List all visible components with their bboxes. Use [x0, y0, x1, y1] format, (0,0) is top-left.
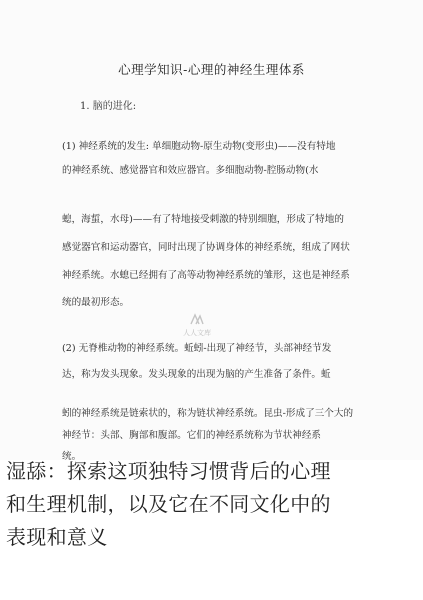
- document-line: 神经节：头部、胸部和腹部。它们的神经系统称为节状神经系: [62, 430, 322, 441]
- watermark-logo-icon: [190, 313, 204, 325]
- caption-line: 表现和意义: [6, 525, 108, 549]
- section-heading: 1. 脑的进化:: [80, 101, 137, 112]
- document-line: (1) 神经系统的发生: 单细胞动物-原生动物(变形虫)——没有特地: [62, 141, 336, 152]
- document-line: 统。: [62, 451, 82, 462]
- document-line: 蚓的神经系统是链索状的，称为链状神经系统。昆虫-形成了三个大的: [62, 408, 354, 419]
- caption: [6, 455, 420, 554]
- document-line: 达，称为发头现象。发头现象的出现为脑的产生准备了条件。蚯: [62, 369, 331, 380]
- document-line: 神经系统。水螅已经拥有了高等动物神经系统的雏形，这也是神经系: [62, 270, 350, 281]
- document-line: 统的最初形态。: [62, 297, 130, 308]
- document-line: 感觉器官和运动器官，同时出现了协调身体的神经系统，组成了网状: [62, 242, 350, 253]
- document-line: (2) 无脊椎动物的神经系统。蚯蚓-出现了神经节，头部神经节发: [62, 343, 332, 354]
- document-line: 螅，海蜇，水母)——有了特地接受刺激的特别细胞，形成了特地的: [62, 214, 344, 225]
- document-title: 心理学知识-心理的神经生理体系: [118, 62, 305, 77]
- watermark: [175, 313, 219, 338]
- caption-line: 湿舔：探索这项独特习惯背后的心理: [6, 459, 331, 483]
- watermark-text: 人人文库: [183, 329, 211, 337]
- document-line: 的神经系统、感觉器官和效应器官。多细胞动物-腔肠动物(水: [62, 165, 319, 176]
- caption-line: 和生理机制，以及它在不同文化中的: [6, 492, 331, 516]
